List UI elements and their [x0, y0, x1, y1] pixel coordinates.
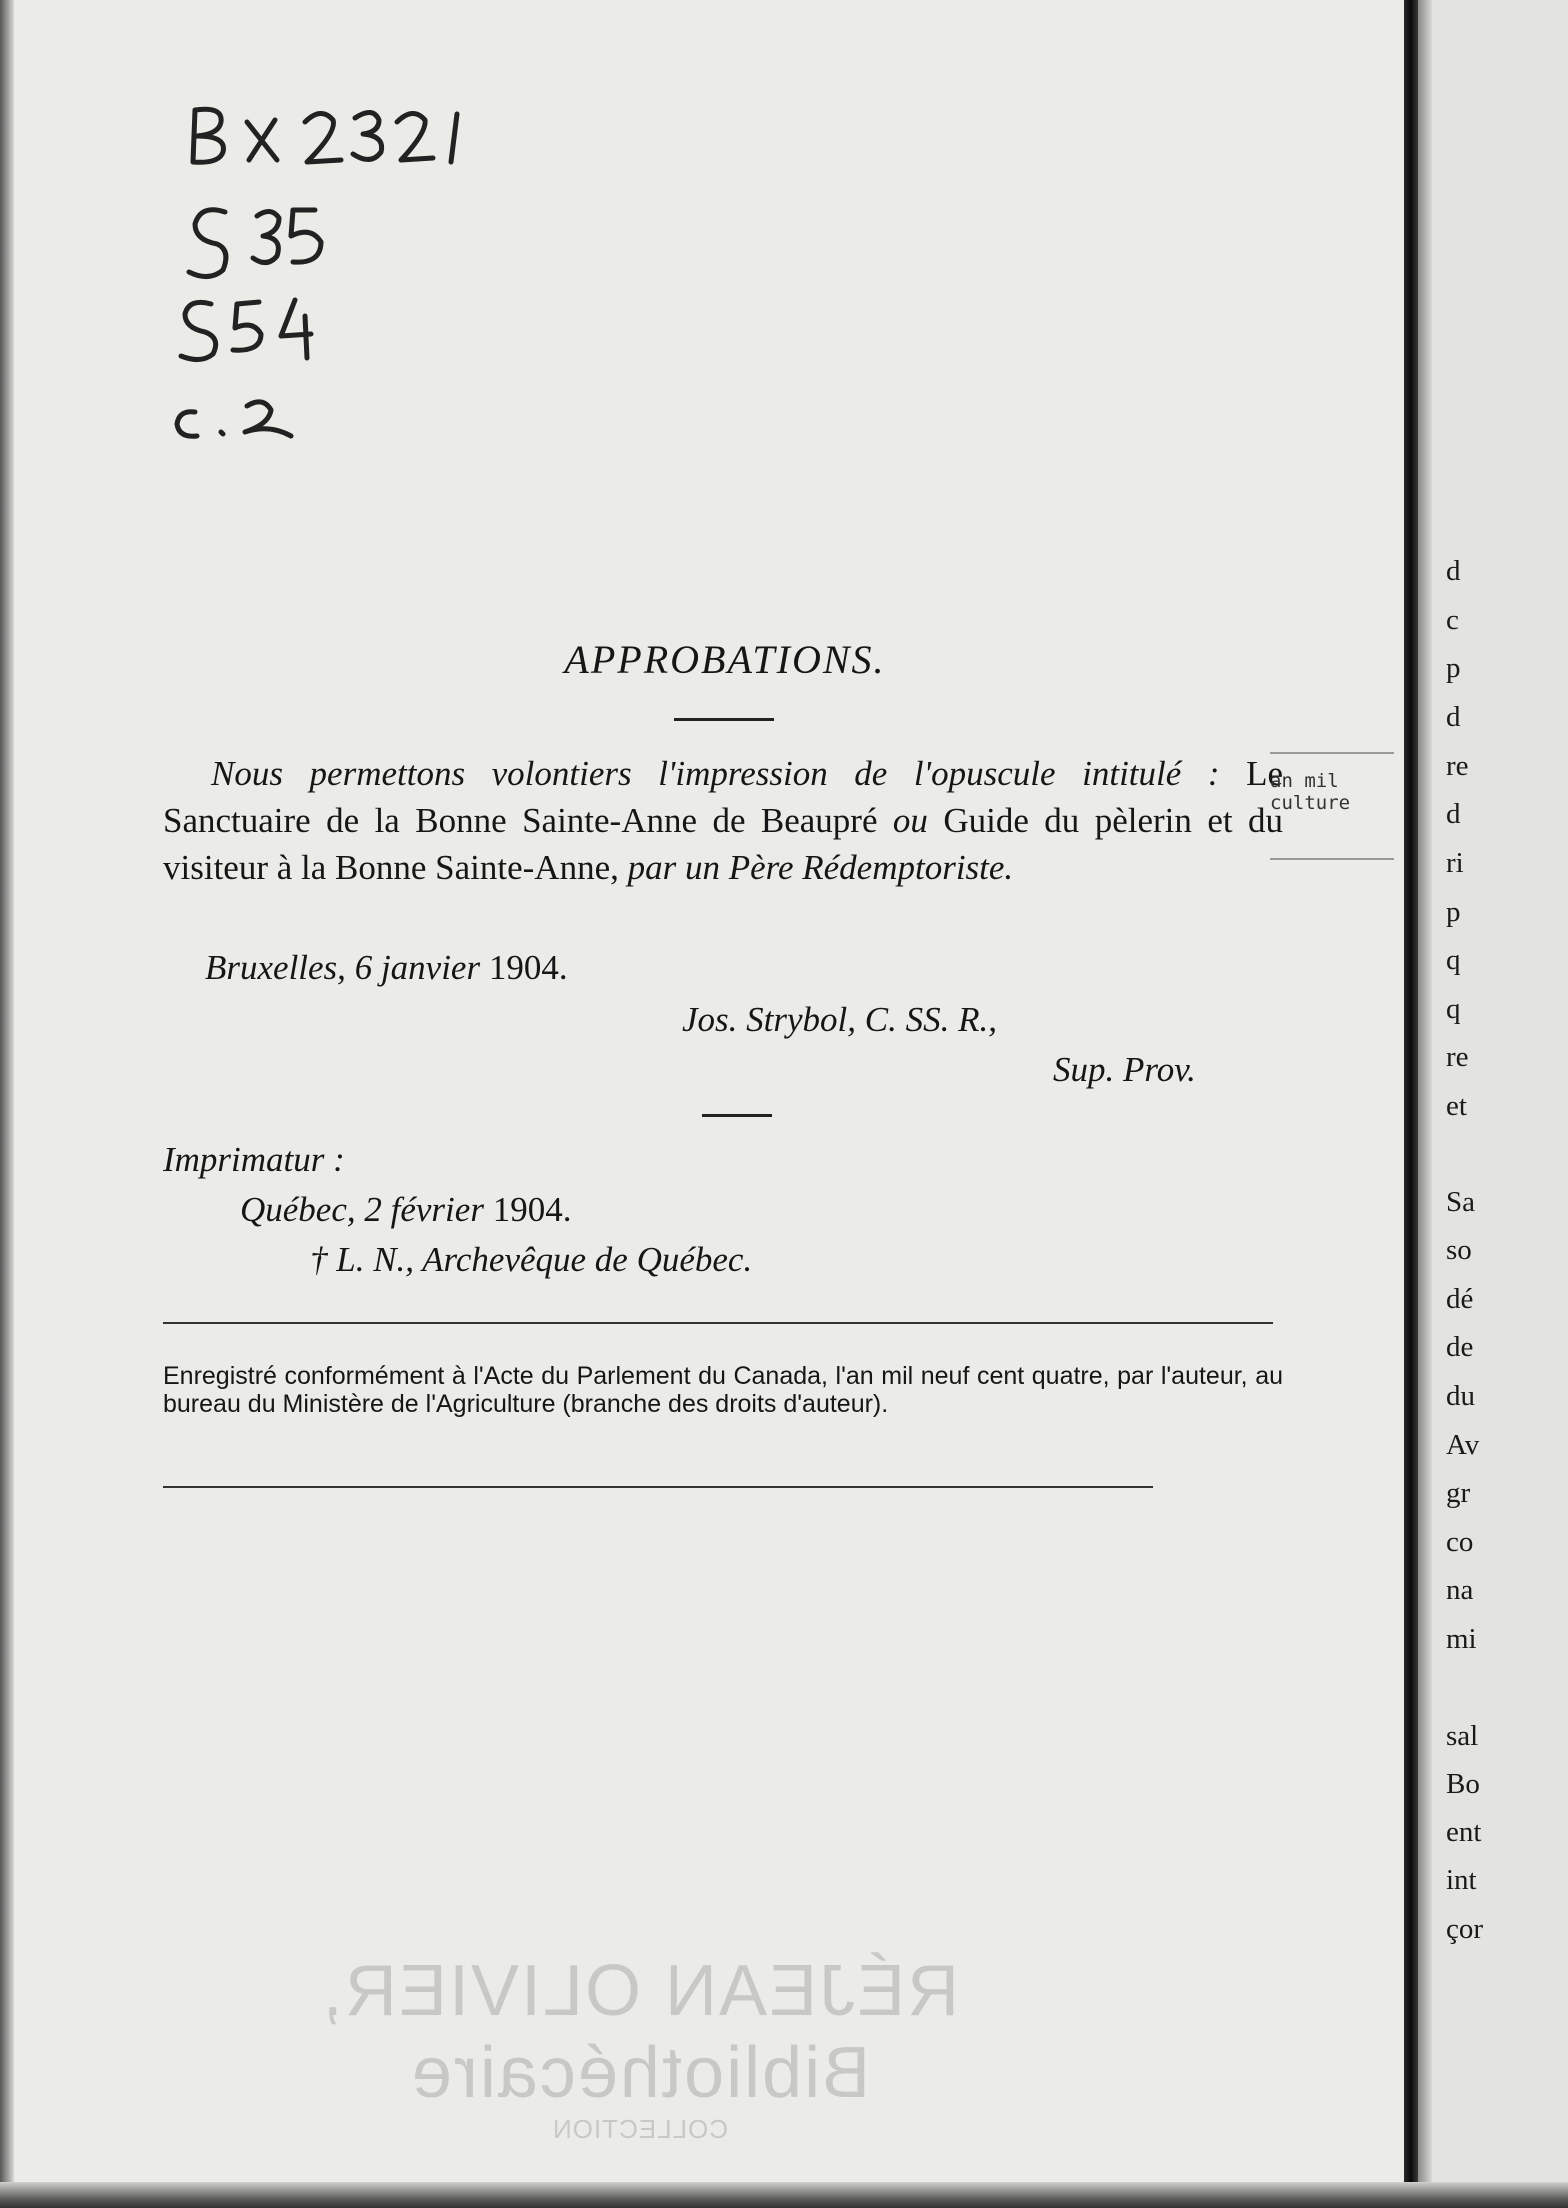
- approbation-place: Bruxelles,: [205, 948, 346, 987]
- page-title: APPROBATIONS.: [564, 637, 886, 682]
- margin-fragment-line: culture: [1270, 792, 1351, 814]
- facing-page-fragment: de: [1446, 1331, 1474, 1363]
- facing-page-fragment: ri: [1446, 847, 1464, 879]
- spine-shadow: [1418, 0, 1432, 2208]
- facing-page: [1432, 0, 1568, 2208]
- facing-page-fragment: çor: [1446, 1913, 1484, 1945]
- or-word: ou: [892, 801, 928, 840]
- facing-page-fragment: et: [1446, 1090, 1467, 1122]
- margin-fragment: [1270, 752, 1394, 860]
- facing-page-fragment: Sa: [1446, 1186, 1475, 1218]
- approbation-date: 6 janvier: [354, 948, 481, 987]
- imprimatur-place: Québec,: [240, 1190, 356, 1229]
- margin-fragment-line: an mil: [1270, 770, 1339, 792]
- approbation-place-date: [205, 948, 568, 988]
- facing-page-fragment: p: [1446, 896, 1461, 928]
- approbation-opening: Nous permettons volontiers l'impression de l'opuscule intitulé :: [211, 754, 1220, 793]
- bleed-through-text: [740, 130, 757, 194]
- facing-page-fragment: sal: [1446, 1720, 1479, 1752]
- page-left-edge: [0, 0, 14, 2208]
- stamp-sub: COLLECTION: [551, 2114, 729, 2144]
- imprimatur-heading: Imprimatur :: [163, 1140, 345, 1179]
- facing-page-fragment: q: [1446, 993, 1461, 1025]
- approbation-signatory: Jos. Strybol, C. SS. R.,: [682, 1000, 997, 1039]
- title-divider: [674, 718, 774, 721]
- approbation-signatory-title: Sup. Prov.: [1053, 1050, 1196, 1089]
- imprimatur-place-date: [240, 1190, 571, 1230]
- notice-bottom-rule: [163, 1486, 1153, 1488]
- facing-page-fragment: p: [1446, 652, 1461, 684]
- book-title: Le Sanctuaire de la Bonne Sainte-Anne de Beaupré: [163, 754, 1284, 840]
- page-bottom-edge: [0, 2182, 1568, 2208]
- facing-page-fragment: Bo: [1446, 1768, 1480, 1800]
- facing-page-fragment: na: [1446, 1574, 1474, 1606]
- book-spine: [1404, 0, 1418, 2208]
- library-stamp: [200, 1950, 1080, 2144]
- facing-page-fragment: du: [1446, 1380, 1475, 1412]
- facing-page-fragment: d: [1446, 555, 1461, 587]
- facing-page-fragment: Av: [1446, 1429, 1480, 1461]
- facing-page-fragment: re: [1446, 750, 1469, 782]
- facing-page-fragment: dé: [1446, 1283, 1474, 1315]
- approbation-year: 1904.: [488, 948, 568, 987]
- facing-page-fragment: d: [1446, 701, 1461, 733]
- facing-page-fragment: ent: [1446, 1816, 1482, 1848]
- imprimatur-signatory: † L. N., Archevêque de Québec.: [310, 1240, 753, 1279]
- section-divider: [702, 1114, 772, 1117]
- book-subtitle: Guide du pèlerin et du visiteur à la Bonne Sainte-Anne,: [163, 801, 1283, 887]
- facing-page-fragment: mi: [1446, 1623, 1477, 1655]
- stamp-main: RÉJEAN OLIVIER, Bibliothécaire: [320, 1951, 960, 2113]
- facing-page-fragment: int: [1446, 1864, 1477, 1896]
- facing-page-fragment: so: [1446, 1234, 1472, 1266]
- imprimatur-year: 1904.: [492, 1190, 572, 1229]
- facing-page-fragment: c: [1446, 604, 1459, 636]
- facing-page-fragment: gr: [1446, 1477, 1471, 1509]
- facing-page-fragment: co: [1446, 1526, 1474, 1558]
- facing-page-fragment: q: [1446, 944, 1461, 976]
- facing-page-fragment: d: [1446, 798, 1461, 830]
- handwritten-call-number: [165, 92, 505, 462]
- copyright-notice: Enregistré conformément à l'Acte du Parlement du Canada, l'an mil neuf cent quatre, par l'auteur, au bureau du Ministère de l'Agriculture (branche des droits d'auteur).: [163, 1362, 1283, 1418]
- imprimatur-date: 2 février: [364, 1190, 484, 1229]
- facing-page-fragment: re: [1446, 1041, 1469, 1073]
- book-author: par un Père Rédemptoriste.: [627, 848, 1014, 887]
- approbation-paragraph: [163, 750, 1283, 891]
- notice-top-rule: [163, 1322, 1273, 1324]
